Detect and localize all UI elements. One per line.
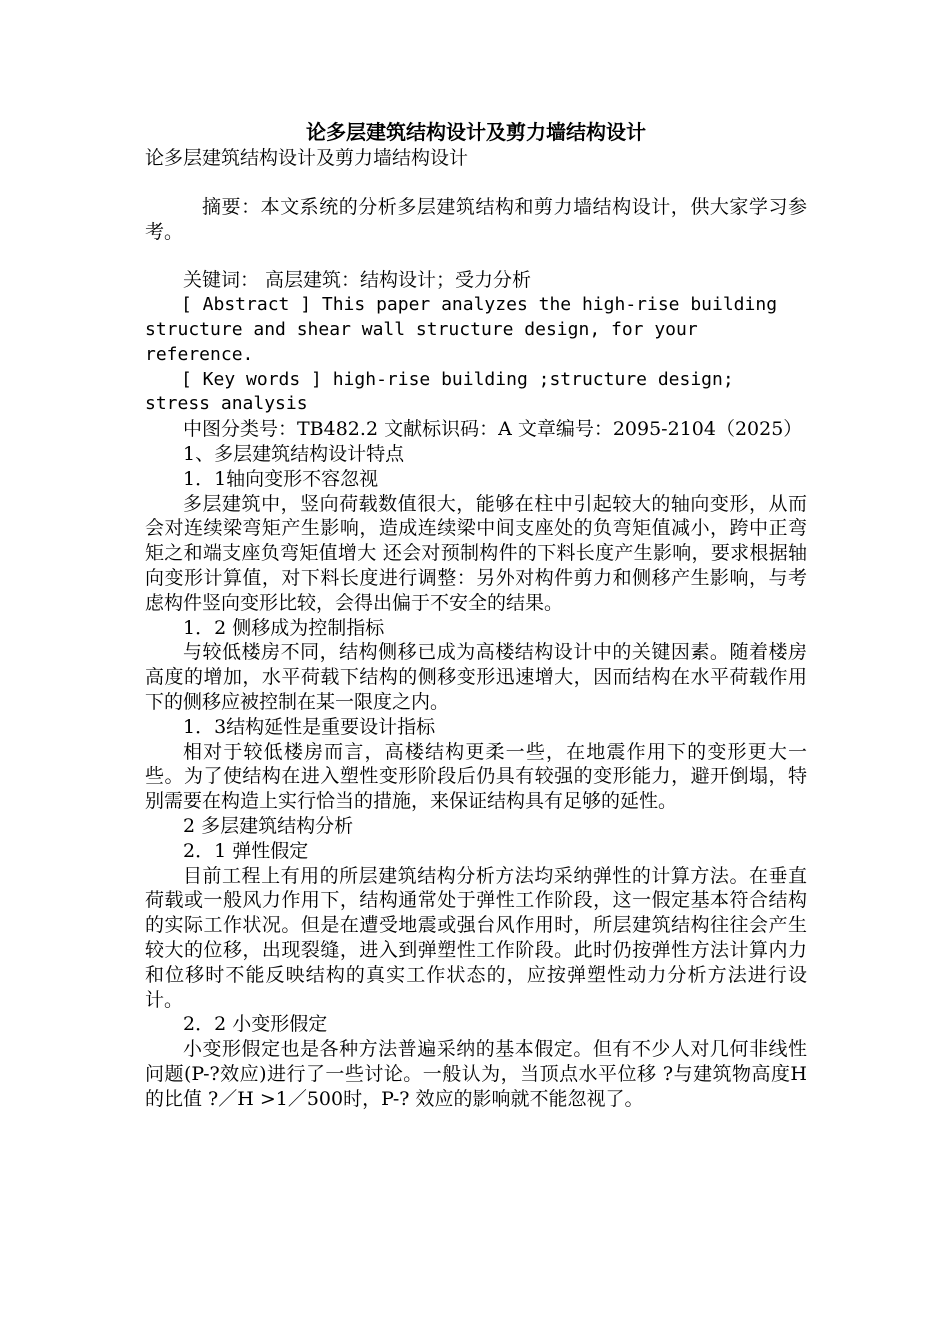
abstract-en-paragraph: [ Abstract ] This paper analyzes the high-rise building structure and shear wall structure design, for your reference.: [145, 294, 778, 365]
section-heading: 2 多层建筑结构分析: [183, 814, 354, 837]
section-heading: 1、多层建筑结构设计特点: [183, 442, 405, 465]
subsection-heading: 2．2 小变形假定: [183, 1013, 328, 1036]
body-paragraph: 相对于较低楼房而言，高楼结构更柔一些，在地震作用下的变形更大一些。为了使结构在进入塑性变形阶段后仍具有较强的变形能力，避开倒塌，特别需要在构造上实行恰当的措施，来保证结构具有足够的延性。: [145, 740, 807, 813]
document-page: [145, 118, 807, 1111]
body-paragraph: 目前工程上有用的所层建筑结构分析方法均采纳弹性的计算方法。在垂直荷载或一般风力作用下，结构通常处于弹性工作阶段，这一假定基本符合结构的实际工作状况。但是在遭受地震或强台风作用时，所层建筑结构往往会产生较大的位移，出现裂缝，进入到弹塑性工作阶段。此时仍按弹性方法计算内力和位移时不能反映结构的真实工作状态的，应按弹塑性动力分析方法进行设计。: [145, 864, 807, 1011]
subsection-heading: 1．1轴向变形不容忽视: [183, 467, 379, 490]
keywords-line: 关键词： 高层建筑：结构设计；受力分析: [183, 269, 532, 292]
subsection-heading: 1．3结构延性是重要设计指标: [183, 715, 436, 738]
body-paragraph: 小变形假定也是各种方法普遍采纳的基本假定。但有不少人对几何非线性问题(P-?效应)进行了一些讨论。一般认为，当顶点水平位移 ?与建筑物高度H的比值 ?／H >1／500时，P-? 效应的影响就不能忽视了。: [145, 1038, 807, 1110]
document-subtitle: 论多层建筑结构设计及剪力墙结构设计: [145, 147, 469, 169]
document-title: 论多层建筑结构设计及剪力墙结构设计: [306, 120, 646, 144]
body-paragraph: 多层建筑中，竖向荷载数值很大，能够在柱中引起较大的轴向变形，从而会对连续梁弯矩产生影响，造成连续梁中间支座处的负弯矩值减小，跨中正弯矩之和端支座负弯矩值增大 还会对预制构件的下料长度产生影响，要求根据轴向变形计算值，对下料长度进行调整：另外对构件剪力和侧移产生影响，与考虑构件竖向变形比较，会得出偏于不安全的结果。: [145, 492, 807, 614]
classification-line: 中图分类号：TB482.2 文献标识码：A 文章编号：2095-2104（2025）: [183, 418, 803, 441]
abstract-paragraph: 摘要：本文系统的分析多层建筑结构和剪力墙结构设计，供大家学习参考。: [145, 195, 807, 243]
body-paragraph: 与较低楼房不同，结构侧移已成为高楼结构设计中的关键因素。随着楼房高度的增加，水平荷载下结构的侧移变形迅速增大，因而结构在水平荷载作用下的侧移应被控制在某一限度之内。: [145, 641, 807, 713]
subsection-heading: 2．1 弹性假定: [183, 839, 309, 862]
keywords-en-line: [ Key words ] high-rise building ;structure design; stress analysis: [145, 368, 734, 415]
subsection-heading: 1．2 侧移成为控制指标: [183, 616, 385, 639]
